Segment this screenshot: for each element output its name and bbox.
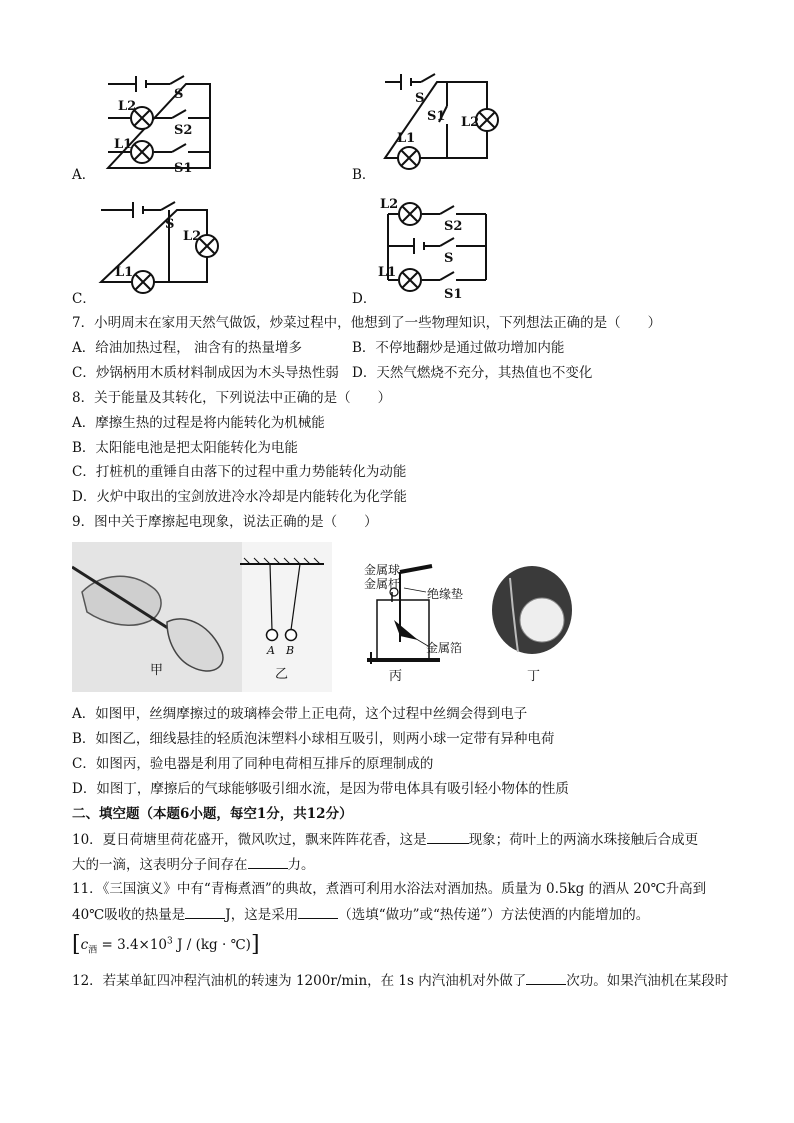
circuit-a-switch-s: S <box>174 87 184 102</box>
q10-line-2 <box>72 854 315 875</box>
balloon-icon <box>520 598 564 642</box>
circuit-a-lamp-l2: L2 <box>118 99 137 114</box>
q10-text-1: 10．夏日荷塘里荷花盛开，微风吹过，飘来阵阵花香，这是 <box>72 832 427 848</box>
circuit-b-switch-s: S <box>415 91 425 106</box>
q8-option-b: B．太阳能电池是把太阳能转化为电能 <box>72 440 298 456</box>
ball-b-label: B <box>286 644 295 657</box>
label-metal-ball: 金属球 <box>364 563 401 577</box>
q8-option-a: A．摩擦生热的过程是将内能转化为机械能 <box>72 415 325 431</box>
q9-option-a: A．如图甲，丝绸摩擦过的玻璃棒会带上正电荷，这个过程中丝绸会得到电子 <box>72 706 528 722</box>
circuit-c-lamp-l1: L1 <box>115 265 134 280</box>
q7-option-b: B．不停地翻炒是通过做功增加内能 <box>352 340 565 356</box>
circuit-b-switch-s1: S1 <box>427 109 446 124</box>
q11-text-4: （选填“做功”或“热传递”）方法使酒的内能增加的。 <box>338 907 650 923</box>
q11-line-2 <box>72 904 649 925</box>
circuit-b-lamp-l2: L2 <box>461 115 480 130</box>
circuit-a-switch-s2: S2 <box>174 123 193 138</box>
circuit-b-diagram <box>375 72 505 177</box>
circuit-c-lamp-l2: L2 <box>183 229 202 244</box>
circuit-a-switch-s1: S1 <box>174 161 193 176</box>
circuit-c-switch-s: S <box>165 217 175 232</box>
label-insulator: 绝缘垫 <box>427 587 464 601</box>
ball-a-label: A <box>267 644 275 657</box>
q9-stem: 9．图中关于摩擦起电现象，说法正确的是（ ） <box>72 514 378 530</box>
q7-stem: 7．小明周末在家用天然气做饭，炒菜过程中，他想到了一些物理知识，下列想法正确的是（ ） <box>72 315 662 331</box>
section-2-title: 二、填空题（本题6小题，每空1分，共12分） <box>72 806 353 822</box>
circuit-a-label: A． <box>72 167 96 183</box>
q9-option-b: B．如图乙，细线悬挂的轻质泡沫塑料小球相互吸引，则两小球一定带有异种电荷 <box>72 731 555 747</box>
q12-text-2: 次功。如果汽油机在某段时 <box>566 973 729 989</box>
q9-option-c: C．如图丙，验电器是利用了同种电荷相互排斥的原理制成的 <box>72 756 434 772</box>
q11-blank-1[interactable] <box>185 904 225 919</box>
circuit-d-label: D． <box>352 291 377 307</box>
q9-option-d: D．如图丁，摩擦后的气球能够吸引细水流，是因为带电体具有吸引轻小物体的性质 <box>72 781 569 797</box>
formula-c: c <box>80 937 89 953</box>
circuit-d-lamp-l1: L1 <box>378 265 397 280</box>
ball-b-icon <box>286 630 297 641</box>
circuit-d-diagram <box>378 194 508 304</box>
q12-blank-1[interactable] <box>526 970 566 985</box>
q11-text-3: J，这是采用 <box>225 907 299 923</box>
q8-option-d: D．火炉中取出的宝剑放进冷水冷却是内能转化为化学能 <box>72 489 407 505</box>
q7-option-c: C．炒锅柄用木质材料制成因为木头导热性弱 <box>72 365 339 381</box>
circuit-b-label: B． <box>352 167 376 183</box>
q11-line-1: 11．《三国演义》中有“青梅煮酒”的典故，煮酒可利用水浴法对酒加热。质量为 0.5kg 的酒从 20℃升高到 <box>72 881 707 897</box>
q10-blank-1[interactable] <box>427 829 469 844</box>
q11-text-2: 40℃吸收的热量是 <box>72 907 186 923</box>
q10-text-4: 力。 <box>287 857 315 873</box>
q9-figure-strip <box>72 542 724 692</box>
formula-sub: 酒 <box>88 945 98 956</box>
q12-line-1 <box>72 970 728 991</box>
q8-option-c: C．打桩机的重锤自由落下的过程中重力势能转化为动能 <box>72 464 407 480</box>
figure-yi-label: 乙 <box>275 667 289 682</box>
formula-unit: J / (kg · ℃) <box>177 937 251 953</box>
circuit-d-lamp-l2: L2 <box>380 197 399 212</box>
circuit-b-lamp-l1: L1 <box>397 131 416 146</box>
label-metal-foil: 金属箔 <box>426 641 463 655</box>
q7-option-a: A．给油加热过程， 油含有的热量增多 <box>72 340 303 356</box>
q8-stem: 8．关于能量及其转化，下列说法中正确的是（ ） <box>72 390 392 406</box>
circuit-a-lamp-l1: L1 <box>114 137 133 152</box>
formula-exp: 3 <box>167 936 173 947</box>
ball-a-icon <box>267 630 278 641</box>
circuit-d-switch-s2: S2 <box>444 219 463 234</box>
circuit-d-switch-s1: S1 <box>444 287 463 302</box>
circuit-a-diagram <box>100 70 225 180</box>
q10-text-3: 大的一滴，这表明分子间存在 <box>72 857 248 873</box>
circuit-d-switch-s: S <box>444 251 454 266</box>
figure-ding-label: 丁 <box>527 669 541 684</box>
circuit-c-diagram <box>95 198 225 298</box>
q10-text-2: 现象；荷叶上的两滴水珠接触后合成更 <box>468 832 699 848</box>
q12-text-1: 12．若某单缸四冲程汽油机的转速为 1200r/min，在 1s 内汽油机对外做了 <box>72 973 527 989</box>
figure-bing-label: 丙 <box>389 669 403 684</box>
q11-blank-2[interactable] <box>298 904 338 919</box>
circuit-c-label: C． <box>72 291 96 307</box>
q10-line-1 <box>72 829 698 850</box>
q10-blank-2[interactable] <box>248 854 288 869</box>
formula-value: = 3.4×10 <box>97 937 168 953</box>
q7-option-d: D．天然气燃烧不充分，其热值也不变化 <box>352 365 593 381</box>
label-metal-rod: 金属杆 <box>364 577 401 591</box>
q11-formula: [$c_酒 = 3.4\times 10^3$ J / (kg · ℃)] <box>72 932 260 957</box>
figure-jia-label: 甲 <box>150 663 164 678</box>
